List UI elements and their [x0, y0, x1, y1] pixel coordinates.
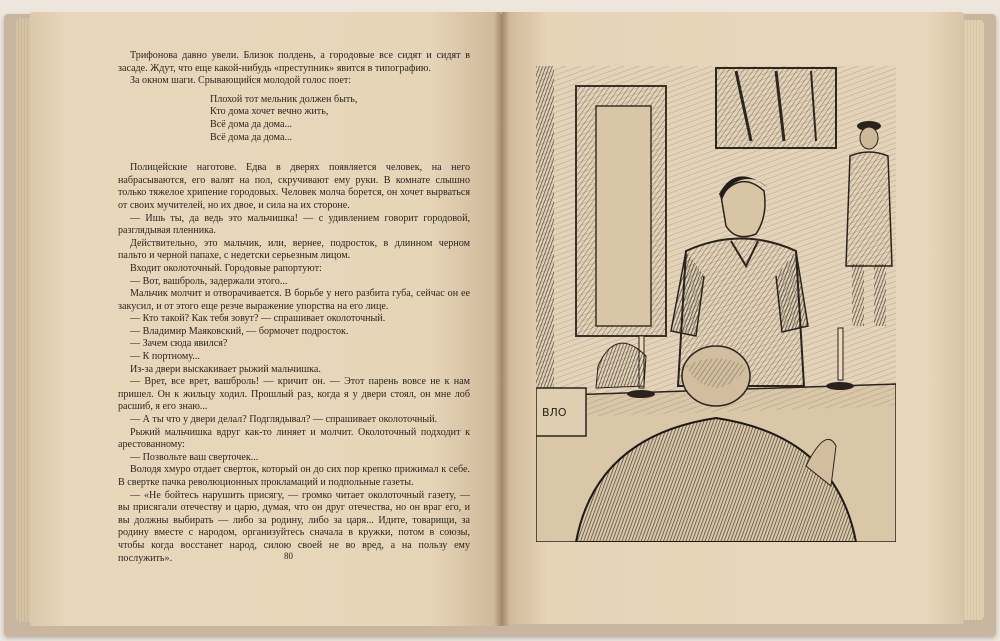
- paragraph: — Позвольте ваш сверточек...: [130, 451, 259, 463]
- paragraph: — «Не бойтесь нарушить присягу, — громко читает околоточный газету, — вы присягали отечеству и царю, думая, что он друг отечества, но он враг его, и вы должны выбирать — либо за родину, либо за царя... Идите, товарищи, за родину вместе с народом, организуйтесь сначала в кружки, потом в союзы, чтобы когда восстанет народ, силою своей не во вред, а на пользу ему послужить».: [118, 489, 470, 564]
- poem-line: Всё дома да дома...: [210, 131, 293, 143]
- poem-line: Всё дома да дома...: [210, 118, 293, 130]
- paragraph: Рыжий мальчишка вдруг как-то линяет и молчит. Околоточный подходит к арестованному:: [118, 426, 470, 451]
- paragraph: Действительно, это мальчик, или, вернее, подросток, в длинном черном пальто и черной папахе, с недетски серьезным лицом.: [118, 237, 470, 262]
- book-gutter: [494, 12, 510, 626]
- poem-line: Кто дома хочет вечно жить,: [210, 106, 329, 118]
- paragraph: Входит околоточный. Городовые рапортуют:: [130, 262, 322, 274]
- sign-text: ВЛО: [542, 406, 567, 419]
- pencil-sketch-illustration: [536, 66, 896, 542]
- paragraph: — А ты что у двери делал? Подглядывал? — спрашивает околоточный.: [130, 414, 438, 426]
- steps-line: За окном шаги. Срывающийся молодой голос поет:: [130, 75, 352, 87]
- paragraph: Мальчик молчит и отворачивается. В борьбе у него разбита губа, сейчас он ее закусил, и от этого еще резче выражение упорства на его лице.: [118, 288, 470, 312]
- door-panel: [596, 106, 651, 326]
- paragraph: — Вот, вашброль, задержали этого...: [130, 275, 288, 287]
- paragraph: — Врет, все врет, вашброль! — кричит он. — Этот парень вовсе не к нам пришел. Он к жильцу ходил. Прошлый раз, когда я у двери стоял, он мне лоб расшиб, я его знаю...: [118, 376, 470, 413]
- page-edges-right: [962, 20, 984, 620]
- paragraph: Володя хмуро отдает сверток, который он до сих пор крепко прижимал к себе. В свертке пачка революционных прокламаций и подпольные газеты.: [118, 464, 470, 488]
- poem-line: Плохой тот мельник должен быть,: [210, 93, 358, 105]
- paragraph: — Зачем сюда явился?: [130, 338, 228, 350]
- intro-paragraph: Трифонова давно увели. Близок полдень, а городовые все сидят и сидят в засаде. Ждут, что еще какой-нибудь «преступник» явится в типографию.: [118, 50, 470, 74]
- paragraph: Из-за двери выскакивает рыжий мальчишка.: [130, 363, 321, 375]
- paragraph: — Кто такой? Как тебя зовут? — спрашивает околоточный.: [130, 313, 386, 325]
- left-page-text: [118, 50, 470, 565]
- song-verse: [210, 94, 470, 144]
- left-wall-shadow: [536, 66, 554, 406]
- paragraph: — Ишь ты, да ведь это мальчишка! — с удивлением говорит городовой, разглядывая пленника.: [118, 212, 470, 237]
- paragraph: — К портному...: [130, 351, 200, 363]
- page-number: 80: [284, 551, 293, 561]
- paragraph: — Владимир Маяковский, — бормочет подросток.: [130, 325, 349, 337]
- paragraph: Полицейские наготове. Едва в дверях появляется человек, на него набрасываются, его валят на пол, скручивают ему руки. В комнате слышно только тяжелое хрипение городовых. Человек молча борется, он хочет вырваться от своих мучителей, но их двое, и сила на их стороне.: [118, 162, 470, 211]
